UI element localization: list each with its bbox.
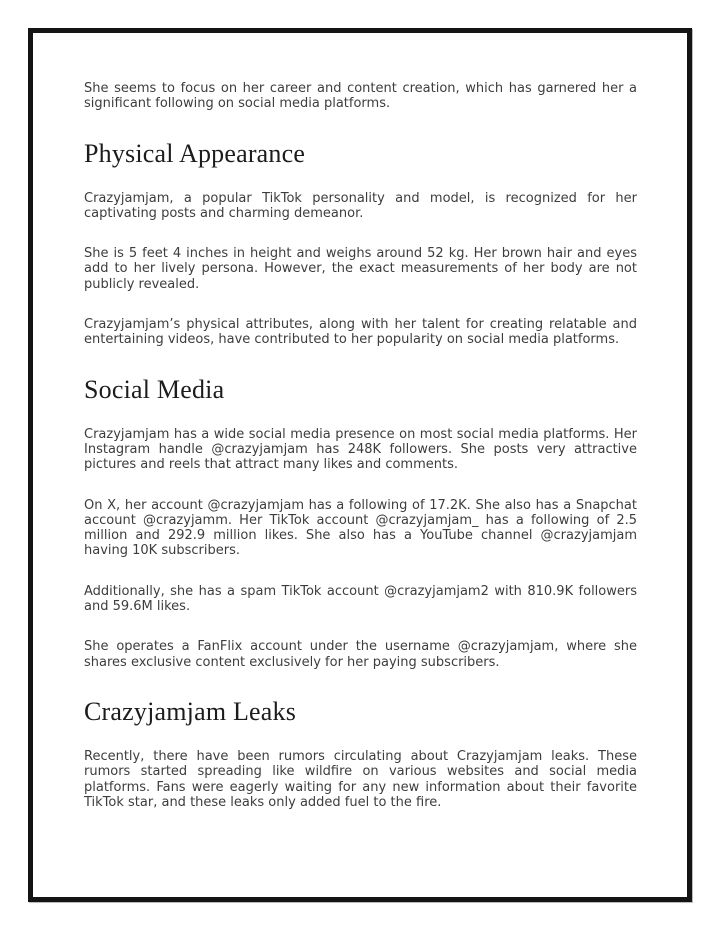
paragraph: She is 5 feet 4 inches in height and weighs around 52 kg. Her brown hair and eyes add to her lively persona. However, the exact measurements of her body are not publicly revealed. (84, 246, 637, 292)
paragraph: She operates a FanFlix account under the username @crazyjamjam, where she shares exclusive content exclusively for her paying subscribers. (84, 639, 637, 670)
paragraph: Additionally, she has a spam TikTok account @crazyjamjam2 with 810.9K followers and 59.6M likes. (84, 583, 637, 615)
section-heading-social-media: Social Media (84, 374, 225, 404)
paragraph: On X, her account @crazyjamjam has a following of 17.2K. She also has a Snapchat account @crazyjamm. Her TikTok account @crazyjamjam_ has a following of 2.5 million and 292.9 million likes. She also has a YouTube channel @crazyjamjam having 10K subscribers. (84, 497, 637, 559)
document-page-frame (28, 28, 692, 902)
paragraph: Crazyjamjam’s physical attributes, along with her talent for creating relatable and entertaining videos, have contributed to her popularity on social media platforms. (84, 317, 637, 348)
paragraph: Crazyjamjam has a wide social media presence on most social media platforms. Her Instagram handle @crazyjamjam has 248K followers. She posts very attractive pictures and reels that attract many likes and comments. (84, 426, 637, 473)
paragraph: Crazyjamjam, a popular TikTok personality and model, is recognized for her captivating posts and charming demeanor. (84, 190, 637, 221)
intro-paragraph: She seems to focus on her career and content creation, which has garnered her a significant following on social media platforms. (84, 81, 637, 112)
section-heading-crazyjamjam-leaks: Crazyjamjam Leaks (84, 696, 297, 726)
paragraph: Recently, there have been rumors circulating about Crazyjamjam leaks. These rumors started spreading like wildfire on various websites and social media platforms. Fans were eagerly waiting for any new information about their favorite TikTok star, and these leaks only added fuel to the fire. (84, 748, 637, 810)
section-heading-physical-appearance: Physical Appearance (84, 138, 306, 168)
